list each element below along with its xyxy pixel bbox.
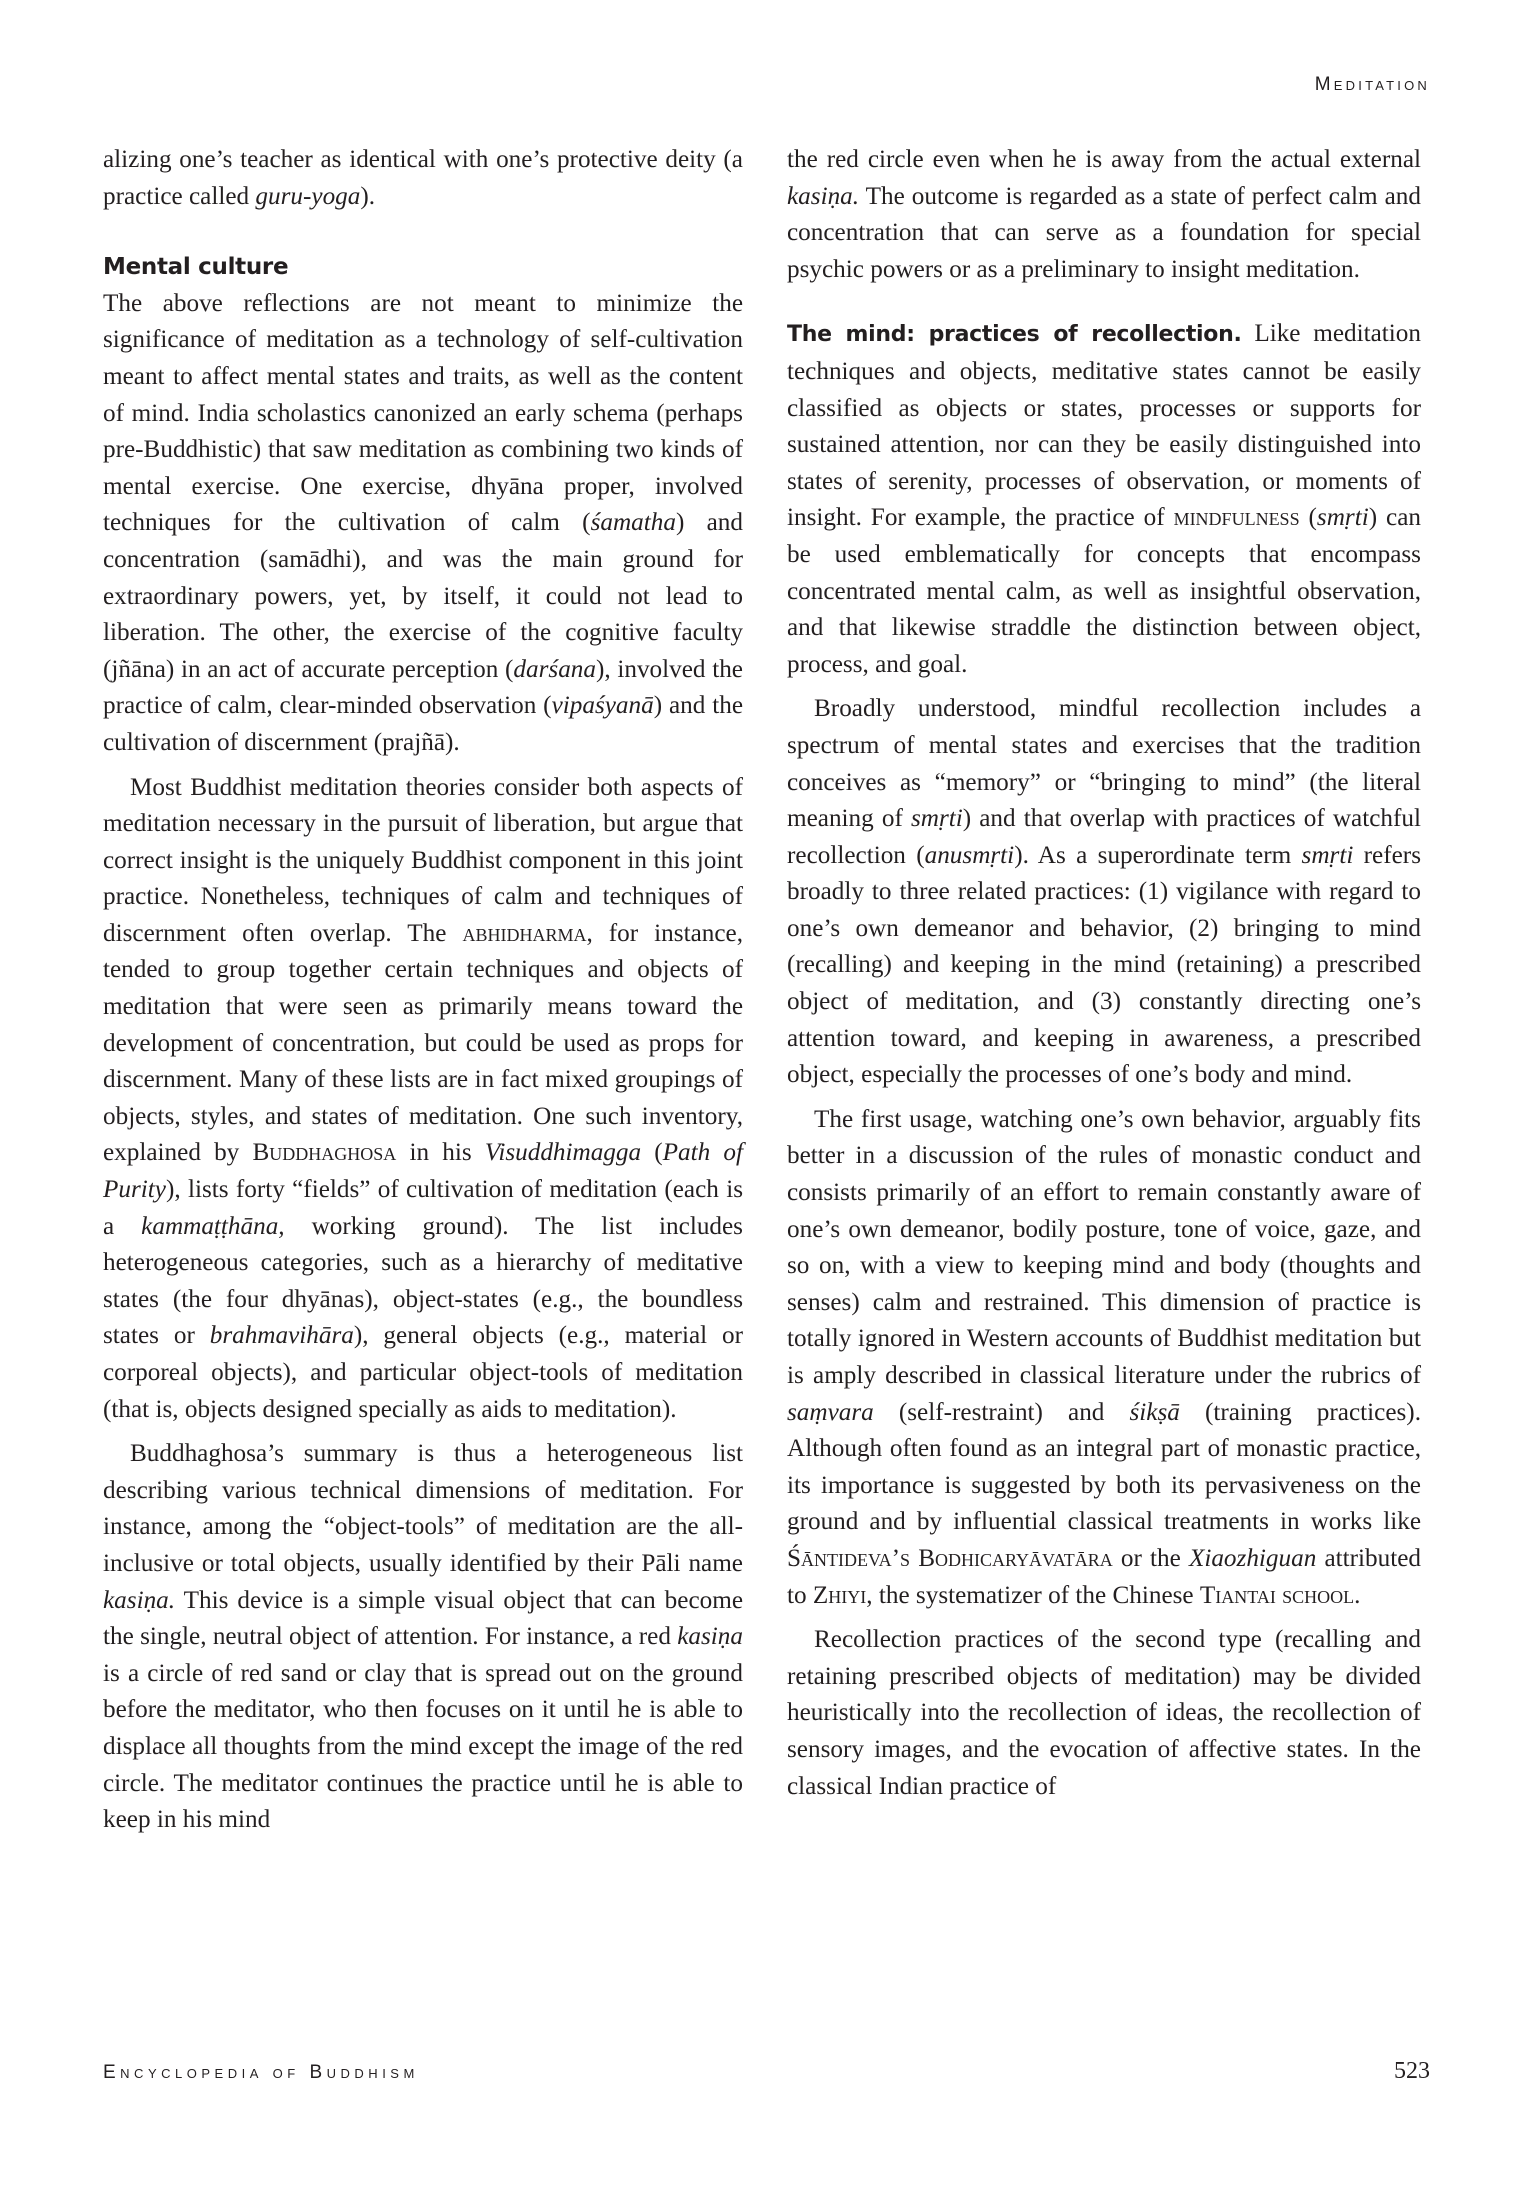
italic-term: vipaśyanā	[551, 692, 654, 720]
paragraph	[787, 316, 1421, 683]
text: Recollection practices of the second type (recalling and retaining prescribed objects of meditation) may be divided heuristically into the recollection of ideas, the recollection of sensory images, and the evocation of affective states. In the classical Indian practice of	[787, 1626, 1421, 1800]
text: working ground). The list includes heterogeneous categories, such as a hierarchy of meditative states (the four dhyānas), object-states (e.g., the boundless states or	[103, 1212, 743, 1350]
footer-title: Encyclopedia of Buddhism	[103, 2062, 419, 2083]
italic-term: saṃvara	[787, 1398, 874, 1426]
italic-term: smṛti	[1316, 504, 1369, 532]
italic-term: smṛti	[910, 805, 963, 833]
text: (	[641, 1139, 663, 1167]
italic-term: guru-yoga	[255, 182, 361, 210]
paragraph	[103, 1436, 743, 1839]
text: refers broadly to three related practices: (1) vigilance with regard to one’s own demeanor and behavior, (2) bringing to mind (recalling) and keeping in the mind (retaining) a prescribed object of meditation, and (3) constantly directing one’s attention toward, and keeping in awareness, a prescribed object, especially the processes of one’s body and mind.	[787, 841, 1421, 1089]
paragraph	[787, 691, 1421, 1094]
text: ) can be used emblematically for concepts that encompass concentrated mental calm, as well as insightful observation, and that likewise straddle the distinction between object, process, and goal.	[787, 504, 1421, 678]
italic-term: kasiṇa.	[103, 1586, 176, 1614]
cross-reference: Zhiyi	[812, 1581, 867, 1609]
italic-term: Visuddhimagga	[484, 1139, 642, 1167]
text: ) and the cultivation of discernment (prajñā).	[103, 692, 743, 756]
left-column	[103, 142, 743, 1847]
page-number: 523	[1394, 2058, 1430, 2084]
cross-reference: abhidharma	[462, 919, 587, 947]
cross-reference: Tiantai school	[1199, 1581, 1355, 1609]
text: is a circle of red sand or clay that is spread out on the ground before the meditator, who then focuses on it until he is able to displace all thoughts from the mind except the image of the red circle. The meditator continues the practice until he is able to keep in his mind	[103, 1659, 743, 1834]
text: the red circle even when he is away from the actual external	[787, 146, 1421, 173]
text: Like meditation techniques and objects, meditative states cannot be easily classified as objects or states, processes or supports for sustained attention, nor can they be easily distinguished into states of serenity, processes of observation, or moments of insight. For example, the practice of	[787, 320, 1421, 532]
text: ) and concentration (samādhi), and was the main ground for extraordinary powers, yet, by itself, it could not lead to liberation. The other, the exercise of the cognitive faculty (jñāna) in an act of accurate perception (	[103, 509, 743, 683]
text: (self-restraint) and	[873, 1398, 1130, 1426]
text: alizing one’s teacher as identical with one’s protective deity (a practice called	[103, 146, 743, 210]
text: ), lists forty “fields” of cultivation of meditation (each is a	[103, 1176, 743, 1240]
text: ). As a superordinate term	[1014, 841, 1302, 869]
cross-reference: Buddhaghosa	[252, 1139, 397, 1167]
italic-term: śamatha	[590, 509, 676, 537]
text: Buddhaghosa’s summary is thus a heterogeneous list describing various technical dimensions of meditation. For instance, among the “object-tools” of meditation are the all-inclusive or total objects, usually identified by their Pāli name	[103, 1440, 743, 1577]
italic-term: śikṣā	[1129, 1398, 1180, 1426]
run-in-heading: The mind: practices of recollection.	[787, 322, 1242, 348]
text: This device is a simple visual object that can become the single, neutral object of attention. For instance, a red	[103, 1586, 743, 1651]
italic-term: Xiaozhiguan	[1188, 1544, 1317, 1572]
text: (	[1299, 504, 1317, 532]
text: (training practices). Although often found as an integral part of monastic practice, its importance is suggested by both its pervasiveness on the ground and by influential classical treatments in works like	[787, 1398, 1421, 1536]
italic-term: Path of Purity	[103, 1139, 743, 1204]
text: Most Buddhist meditation theories consider both aspects of meditation necessary in the pursuit of liberation, but argue that correct insight is the uniquely Buddhist component in this joint practice. Nonetheless, techniques of calm and techniques of discernment often overlap. The	[103, 773, 743, 947]
text: ), general objects (e.g., material or corporeal objects), and particular object-tools of meditation (that is, objects designed specially as aids to meditation).	[103, 1322, 743, 1423]
italic-term: anusmṛti	[924, 841, 1015, 869]
italic-term: kammaṭṭhāna,	[141, 1212, 285, 1240]
text: ) and that overlap with practices of watchful recollection (	[787, 805, 1421, 869]
paragraph	[787, 1102, 1421, 1614]
running-head: Meditation	[1314, 74, 1430, 95]
text: Broadly understood, mindful recollection includes a spectrum of mental states and exercises that the tradition conceives as “memory” or “bringing to mind” (the literal meaning of	[787, 695, 1421, 833]
cross-reference: mindfulness	[1173, 504, 1300, 532]
text: , for instance, tended to group together certain techniques and objects of meditation that were seen as primarily means toward the development of concentration, but could be used as props for discernment. Many of these lists are in fact mixed groupings of objects, styles, and states of meditation. One such inventory, explained by	[103, 919, 743, 1167]
italic-term: smṛti	[1301, 841, 1354, 869]
text: The outcome is regarded as a state of perfect calm and concentration that can serve as a foundation for special psychic powers or as a preliminary to insight meditation.	[787, 182, 1421, 283]
italic-term: kasiṇa.	[787, 182, 860, 210]
text: attributed to	[787, 1544, 1421, 1609]
text: or the	[1112, 1544, 1189, 1572]
paragraph	[787, 1622, 1421, 1805]
italic-term: brahmavihāra	[209, 1322, 354, 1350]
text: in his	[396, 1139, 485, 1167]
italic-term: kasiṇa	[677, 1623, 743, 1651]
text: The first usage, watching one’s own behavior, arguably fits better in a discussion of the rules of monastic conduct and consists primarily of an effort to remain constantly aware of one’s own demeanor, bodily posture, tone of voice, gaze, and so on, with a view to keeping mind and body (thoughts and senses) calm and restrained. This dimension of practice is totally ignored in Western accounts of Buddhist meditation but is amply described in classical literature under the rubrics of	[787, 1105, 1421, 1389]
text: , the systematizer of the Chinese	[866, 1581, 1200, 1609]
paragraph	[787, 142, 1421, 288]
section-heading: Mental culture	[103, 254, 289, 281]
text: .	[1354, 1581, 1361, 1609]
paragraph	[103, 286, 743, 762]
text: The above reflections are not meant to minimize the significance of meditation as a technology of self-cultivation meant to affect mental states and traits, as well as the content of mind. India scholastics canonized an early schema (perhaps pre-Buddhistic) that saw meditation as combining two kinds of mental exercise. One exercise, dhyāna proper, involved techniques for the cultivation of calm (	[103, 289, 743, 537]
italic-term: darśana	[513, 655, 596, 683]
right-column	[787, 142, 1421, 1813]
paragraph	[103, 770, 743, 1429]
text: ), involved the practice of calm, clear-minded observation (	[103, 655, 743, 720]
cross-reference: Śāntideva’s Bodhicaryāvatāra	[787, 1544, 1113, 1572]
paragraph	[103, 142, 743, 215]
text: ).	[360, 182, 376, 210]
